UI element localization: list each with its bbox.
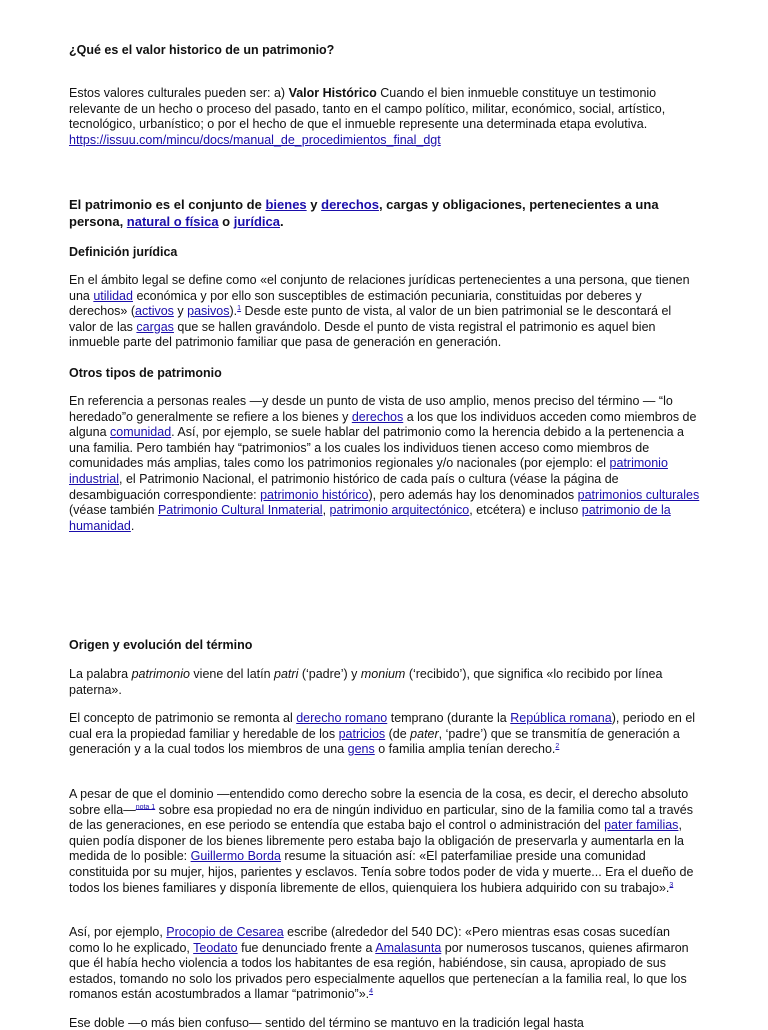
question-heading: ¿Qué es el valor historico de un patrimonio?	[69, 43, 335, 57]
issuu-link[interactable]: https://issuu.com/mincu/docs/manual_de_procedimientos_final_dgt	[69, 132, 441, 147]
link-comunidad[interactable]: comunidad	[110, 425, 172, 440]
link-utilidad[interactable]: utilidad	[93, 288, 133, 303]
link-pater-familias[interactable]: pater familias	[604, 818, 679, 833]
definicion-juridica-paragraph: En el ámbito legal se define como «el conjunto de relaciones jurídicas pertenecientes a una persona, que tienen una utilidad económica y por ello son susceptibles de estimación pecuniaria, constituidas por deberes y derechos» (activos y pasivos).$^1$ Desde este punto de vista, al valor de un bien patrimonial se le descontará el valor de las cargas que se hallen gravándolo. Desde el punto de vista registral el patrimonio es aquel bien inmueble parte del patrimonio familiar que pasa de generación en generación.	[69, 273, 690, 350]
ref-1[interactable]: 1	[237, 305, 242, 313]
origen-heading: Origen y evolución del término	[69, 638, 253, 652]
link-patricios[interactable]: patricios	[338, 726, 386, 741]
link-derecho-romano[interactable]: derecho romano	[296, 711, 388, 725]
link-derechos-2[interactable]: derechos	[351, 409, 404, 424]
link-patrimonio-historico[interactable]: patrimonio histórico	[260, 487, 369, 502]
origen-paragraph-1: La palabra patrimonio viene del latín patri (‘padre’) y monium (‘recibido’), que significa «lo recibido por línea paterna».	[69, 667, 663, 697]
valor-historico-paragraph: Estos valores culturales pueden ser: a) Valor Histórico Cuando el bien inmueble constituye un testimonio relevante de un hecho o proceso del pasado, tanto en el campo político, militar, económico, social, artístico, tecnológico, urbanístico; o por el hecho de que el inmueble represente una determinada etapa evolutiva. https://issuu.com/mincu/docs/manual_de_procedimientos_final_dgt	[69, 86, 666, 147]
link-juridica[interactable]: jurídica	[233, 213, 280, 229]
otros-tipos-paragraph: En referencia a personas reales —y desde un punto de vista de uso amplio, menos preciso del término — “lo heredado”o generalmente se refiere a los bienes y derechos a los que los individuos acceden como miembros de alguna comunidad. Así, por ejemplo, se suele hablar del patrimonio como la herencia debido a la pertenencia a una familia. Pero también hay “patrimonios” a los cuales los individuos tienen acceso como miembros de comunidades más amplias, tales como los patrimonios regionales y/o nacionales (por ejemplo: el patrimonio industrial, el Patrimonio Nacional, el patrimonio histórico de cada país o cultura (véase la página de desambiguación correspondiente: patrimonio histórico), pero además hay los denominados patrimonios culturales (véase también Patrimonio Cultural Inmaterial, patrimonio arquitectónico, etcétera) e incluso patrimonio de la humanidad.	[69, 394, 700, 533]
link-patrimonio-cultural-inmaterial[interactable]: Patrimonio Cultural Inmaterial	[157, 503, 323, 518]
link-patrimonio-arquitectonico[interactable]: patrimonio arquitectónico	[329, 503, 470, 518]
origen-paragraph-4: Así, por ejemplo, Procopio de Cesarea escribe (alrededor del 540 DC): «Pero mientras esas cosas sucedían como lo he explicado, Teodato fue denunciado frente a Amalasunta por numerosos tuscanos, quienes afirmaron que él había hecho violencia a todos los habitantes de esa región, habiéndose, sin causa, apropiado de sus estados, tomando no solo los privados pero especialmente aquellos que pertenecían a la familia real, lo que los romanos están acostumbrados a llamar “patrimonio”».$^4$	[69, 925, 689, 1002]
link-teodato[interactable]: Teodato	[193, 940, 238, 955]
origen-paragraph-2: El concepto de patrimonio se remonta al derecho romano temprano (durante la República romana), periodo en el cual era la propiedad familiar y heredable de los patricios (de pater, ‘padre’) que se transmitía de generación a generación y a la cual todos los miembros de una gens o familia amplia tenían derecho.$^2$	[69, 711, 696, 757]
link-patrimonio-industrial[interactable]: patrimonio industrial	[69, 456, 668, 486]
link-activos[interactable]: activos	[135, 304, 174, 319]
link-bienes[interactable]: bienes	[265, 197, 307, 212]
link-cargas[interactable]: cargas	[136, 319, 174, 334]
origen-paragraph-5: Ese doble —o más bien confuso— sentido del término se mantuvo en la tradición legal hasta	[69, 1016, 584, 1030]
patrimonio-lead-paragraph: El patrimonio es el conjunto de bienes y derechos, cargas y obligaciones, pertenecientes a una persona, natural o física o jurídica.	[69, 197, 659, 229]
definicion-juridica-heading: Definición jurídica	[69, 245, 178, 259]
ref-2[interactable]: 2	[555, 743, 560, 751]
link-patrimonios-culturales[interactable]: patrimonios culturales	[577, 487, 700, 502]
link-derechos[interactable]: derechos	[321, 197, 379, 212]
link-pasivos[interactable]: pasivos	[187, 304, 230, 319]
link-natural-o-fisica[interactable]: natural o física	[126, 213, 219, 229]
link-amalasunta[interactable]: Amalasunta	[375, 940, 442, 955]
link-patrimonio-de-la-humanidad[interactable]: patrimonio de la humanidad	[69, 503, 671, 533]
valor-historico-term: Valor Histórico	[288, 86, 377, 100]
origen-paragraph-3: A pesar de que el dominio —entendido como derecho sobre la esencia de la cosa, es decir, el derecho absoluto sobre ella—$^{nota 1}$ sobre esa propiedad no era de ningún individuo en particular, sino de la familia como tal a través de las generaciones, en ese periodo se entendía que estaba bajo el control o administración del pater familias, quien podía disponer de los bienes libremente pero estaba bajo la obligación de preservarla y aumentarla en la medida de lo posible: Guillermo Borda resume la situación así: «El paterfamiliae preside una comunidad constituida por su mujer, hijos, parientes y esclavos. Tenía sobre todos poder de vida y muerte... Era el dueño de todos los bienes familiares y disponía libremente de ellos, quienquiera los hubiera adquirido con su trabajo».$^3$	[69, 787, 694, 895]
link-republica-romana[interactable]: República romana	[510, 711, 612, 725]
otros-tipos-heading: Otros tipos de patrimonio	[69, 366, 222, 380]
link-gens[interactable]: gens	[347, 742, 375, 757]
ref-nota-1[interactable]: nota 1	[135, 803, 156, 811]
link-guillermo-borda[interactable]: Guillermo Borda	[190, 849, 281, 864]
ref-4[interactable]: 4	[369, 988, 374, 996]
link-procopio-de-cesarea[interactable]: Procopio de Cesarea	[166, 925, 284, 939]
ref-3[interactable]: 3	[669, 881, 674, 889]
